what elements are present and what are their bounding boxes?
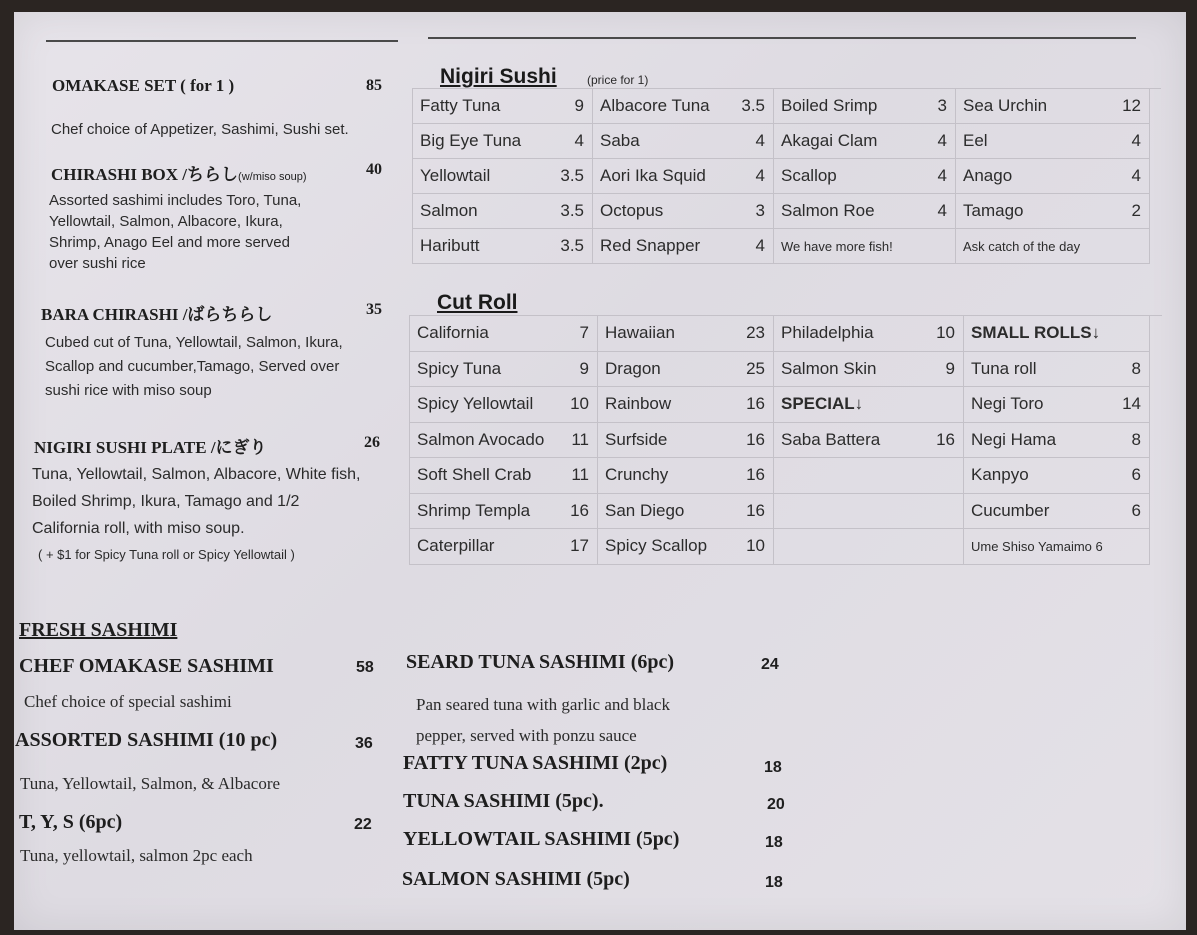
roll-item-name: Spicy Scallop: [605, 536, 708, 556]
roll-item-name: San Diego: [605, 500, 685, 520]
nigiri-cell: [413, 229, 593, 264]
nigiri-item-price: 3: [937, 96, 947, 115]
nigiri-grid: [412, 88, 1161, 264]
roll-item-price: 11: [571, 429, 589, 449]
roll-item-name: Philadelphia: [781, 323, 874, 343]
nigiri-section-title: Nigiri Sushi: [440, 65, 557, 88]
roll-cell: [774, 352, 964, 388]
nigiri-item-name: We have more fish!: [781, 238, 893, 254]
nigiri-plate-price: 26: [364, 434, 380, 451]
nigiri-cell: [956, 159, 1150, 194]
roll-item-name: Kanpyo: [971, 465, 1029, 485]
nigiri-item-price: 12: [1122, 96, 1141, 115]
roll-item-price: 10: [936, 323, 955, 343]
assorted-sashimi-price: 36: [355, 735, 373, 752]
roll-cell: [964, 529, 1150, 565]
tys-sashimi-price: 22: [354, 816, 372, 833]
roll-cell: [598, 352, 774, 388]
nigiri-cell: [774, 229, 956, 264]
nigiri-cell: [413, 89, 593, 124]
nigiri-cell: [956, 89, 1150, 124]
bara-price: 35: [366, 301, 382, 318]
chirashi-desc: [49, 190, 301, 274]
roll-item-price: 16: [746, 500, 765, 520]
roll-item-name: Tuna roll: [971, 358, 1037, 378]
nigiri-item-price: 4: [755, 236, 765, 255]
roll-item-price: 9: [579, 358, 589, 378]
nigiri-item-name: Octopus: [600, 201, 664, 220]
nigiri-item-name: Eel: [963, 131, 988, 150]
roll-cell: [410, 387, 598, 423]
roll-cell: [410, 352, 598, 388]
chirashi-title: [51, 160, 307, 185]
nigiri-cell: [774, 89, 956, 124]
nigiri-item-name: Ask catch of the day: [963, 238, 1081, 254]
roll-item-price: 23: [746, 323, 765, 343]
roll-item-name: Hawaiian: [605, 323, 675, 343]
tuna-sashimi-price: 20: [767, 796, 785, 813]
roll-cell: [598, 529, 774, 565]
roll-cell: [774, 494, 964, 530]
cut-roll-section-title: Cut Roll: [437, 291, 518, 314]
nigiri-item-name: Saba: [600, 131, 640, 150]
roll-item-price: 9: [945, 358, 955, 378]
top-rule-left: [46, 40, 398, 42]
roll-item-name: Surfside: [605, 429, 668, 449]
roll-item-price: 16: [746, 429, 765, 449]
roll-item-name: Negi Hama: [971, 429, 1057, 449]
nigiri-item-price: 4: [1131, 131, 1141, 150]
roll-item-name: Crunchy: [605, 465, 669, 485]
nigiri-item-name: Fatty Tuna: [420, 96, 501, 115]
nigiri-item-name: Haributt: [420, 236, 480, 255]
bara-desc-line: Scallop and cucumber,Tamago, Served over: [45, 358, 340, 375]
bara-desc: [45, 331, 343, 403]
roll-item-price: 16: [746, 465, 765, 485]
cut-roll-grid: [409, 315, 1162, 565]
assorted-sashimi-title: ASSORTED SASHIMI (10 pc): [15, 729, 278, 751]
nigiri-item-name: Tamago: [963, 201, 1024, 220]
seared-tuna-desc-line: Pan seared tuna with garlic and black: [416, 695, 670, 714]
roll-cell: [410, 494, 598, 530]
nigiri-item-price: 2: [1131, 201, 1141, 220]
nigiri-cell: [774, 194, 956, 229]
seared-tuna-price: 24: [761, 656, 779, 673]
roll-item-name: California: [417, 323, 489, 343]
roll-item-name: Ume Shiso Yamaimo 6: [971, 538, 1103, 554]
omakase-price: 85: [366, 77, 382, 94]
sashimi-section-title: FRESH SASHIMI: [19, 619, 178, 641]
nigiri-cell: [593, 159, 774, 194]
nigiri-item-name: Albacore Tuna: [600, 96, 710, 115]
nigiri-cell: [956, 229, 1150, 264]
nigiri-item-name: Yellowtail: [420, 166, 491, 185]
roll-cell: [410, 458, 598, 494]
roll-item-price: 8: [1131, 429, 1141, 449]
roll-cell: [774, 458, 964, 494]
yellowtail-sashimi-title: YELLOWTAIL SASHIMI (5pc): [403, 828, 680, 850]
roll-cell: [410, 316, 598, 352]
roll-item-price: 10: [570, 394, 589, 414]
nigiri-cell: [593, 124, 774, 159]
bara-desc-line: Cubed cut of Tuna, Yellowtail, Salmon, Ikura,: [45, 334, 343, 351]
roll-item-price: 16: [936, 429, 955, 449]
nigiri-cell: [593, 229, 774, 264]
roll-cell: [774, 423, 964, 459]
roll-item-price: 25: [746, 358, 765, 378]
chef-sashimi-desc: Chef choice of special sashimi: [24, 692, 232, 711]
roll-cell: [964, 494, 1150, 530]
nigiri-cell: [774, 124, 956, 159]
chirashi-desc-line: Yellowtail, Salmon, Albacore, Ikura,: [49, 213, 283, 230]
nigiri-plate-desc-line: California roll, with miso soup.: [32, 520, 245, 537]
seared-tuna-title: SEARD TUNA SASHIMI (6pc): [406, 651, 675, 673]
tys-sashimi-title: T, Y, S (6pc): [19, 811, 123, 833]
top-rule-right: [428, 37, 1136, 39]
roll-item-name: SPECIAL↓: [781, 394, 864, 414]
roll-item-price: 6: [1131, 465, 1141, 485]
nigiri-item-name: Salmon Roe: [781, 201, 875, 220]
tuna-sashimi-title: TUNA SASHIMI (5pc).: [403, 790, 604, 812]
roll-item-price: 6: [1131, 500, 1141, 520]
nigiri-cell: [413, 194, 593, 229]
nigiri-item-price: 3.5: [560, 166, 584, 185]
nigiri-item-name: Red Snapper: [600, 236, 701, 255]
nigiri-cell: [956, 194, 1150, 229]
roll-item-name: Rainbow: [605, 394, 672, 414]
nigiri-item-price: 4: [1131, 166, 1141, 185]
roll-cell: [410, 529, 598, 565]
yellowtail-sashimi-price: 18: [765, 834, 783, 851]
roll-item-price: 16: [570, 500, 589, 520]
nigiri-item-name: Aori Ika Squid: [600, 166, 706, 185]
salmon-sashimi-title: SALMON SASHIMI (5pc): [402, 868, 630, 890]
roll-cell: [598, 387, 774, 423]
roll-item-price: 10: [746, 536, 765, 556]
chirashi-note: (w/miso soup): [238, 171, 307, 183]
roll-item-name: Soft Shell Crab: [417, 465, 532, 485]
nigiri-plate-desc-line: Boiled Shrimp, Ikura, Tamago and 1/2: [32, 493, 300, 510]
roll-item-name: Negi Toro: [971, 394, 1044, 414]
roll-cell: [964, 352, 1150, 388]
roll-item-price: 11: [571, 465, 589, 485]
roll-item-price: 8: [1131, 358, 1141, 378]
nigiri-item-price: 3.5: [560, 201, 584, 220]
seared-tuna-desc: [416, 689, 670, 751]
roll-item-name: Shrimp Templa: [417, 500, 531, 520]
omakase-title: OMAKASE SET ( for 1 ): [52, 76, 235, 95]
seared-tuna-desc-line: pepper, served with ponzu sauce: [416, 726, 637, 745]
roll-cell: [774, 316, 964, 352]
nigiri-item-name: Anago: [963, 166, 1013, 185]
nigiri-item-price: 4: [937, 166, 947, 185]
chef-sashimi-price: 58: [356, 659, 374, 676]
bara-desc-line: sushi rice with miso soup: [45, 382, 212, 399]
nigiri-item-name: Scallop: [781, 166, 837, 185]
nigiri-item-price: 3.5: [741, 96, 765, 115]
nigiri-item-price: 4: [755, 166, 765, 185]
roll-item-name: SMALL ROLLS↓: [971, 323, 1101, 343]
chirashi-price: 40: [366, 161, 382, 178]
chef-sashimi-title: CHEF OMAKASE SASHIMI: [19, 655, 274, 677]
roll-item-name: Spicy Yellowtail: [417, 394, 534, 414]
roll-item-price: 17: [570, 536, 589, 556]
fatty-tuna-price: 18: [764, 759, 782, 776]
nigiri-plate-title: NIGIRI SUSHI PLATE /にぎり: [34, 438, 267, 457]
roll-item-name: Salmon Skin: [781, 358, 877, 378]
assorted-sashimi-desc: Tuna, Yellowtail, Salmon, & Albacore: [20, 774, 281, 793]
nigiri-cell: [413, 124, 593, 159]
chirashi-desc-line: over sushi rice: [49, 255, 146, 272]
nigiri-plate-desc-line: Tuna, Yellowtail, Salmon, Albacore, White fish,: [32, 466, 361, 483]
bara-title: BARA CHIRASHI /ばらちらし: [41, 305, 273, 324]
roll-cell: [964, 458, 1150, 494]
nigiri-plate-desc: [32, 461, 360, 542]
nigiri-item-price: 3.5: [560, 236, 584, 255]
roll-cell: [410, 423, 598, 459]
nigiri-plate-note: ( + $1 for Spicy Tuna roll or Spicy Yellowtail ): [38, 547, 295, 562]
roll-item-name: Saba Battera: [781, 429, 881, 449]
roll-item-name: Caterpillar: [417, 536, 495, 556]
salmon-sashimi-price: 18: [765, 874, 783, 891]
nigiri-item-price: 4: [937, 131, 947, 150]
roll-item-name: Dragon: [605, 358, 661, 378]
roll-cell: [774, 387, 964, 423]
roll-item-name: Spicy Tuna: [417, 358, 502, 378]
nigiri-item-price: 3: [755, 201, 765, 220]
nigiri-item-price: 4: [755, 131, 765, 150]
nigiri-item-price: 4: [574, 131, 584, 150]
chirashi-desc-line: Shrimp, Anago Eel and more served: [49, 234, 290, 251]
nigiri-cell: [593, 194, 774, 229]
roll-item-price: 7: [579, 323, 589, 343]
roll-cell: [774, 529, 964, 565]
roll-cell: [598, 494, 774, 530]
roll-item-name: Cucumber: [971, 500, 1050, 520]
omakase-desc: Chef choice of Appetizer, Sashimi, Sushi set.: [51, 121, 349, 138]
roll-cell: [964, 387, 1150, 423]
nigiri-item-name: Boiled Srimp: [781, 96, 878, 115]
nigiri-item-name: Salmon: [420, 201, 478, 220]
nigiri-cell: [593, 89, 774, 124]
roll-cell: [598, 316, 774, 352]
roll-cell: [598, 458, 774, 494]
chirashi-desc-line: Assorted sashimi includes Toro, Tuna,: [49, 192, 302, 209]
nigiri-item-name: Big Eye Tuna: [420, 131, 522, 150]
fatty-tuna-title: FATTY TUNA SASHIMI (2pc): [403, 752, 668, 774]
roll-cell: [598, 423, 774, 459]
roll-item-price: 16: [746, 394, 765, 414]
chirashi-title-text: CHIRASHI BOX /ちらし: [51, 165, 239, 184]
nigiri-cell: [413, 159, 593, 194]
nigiri-item-name: Sea Urchin: [963, 96, 1048, 115]
tys-sashimi-desc: Tuna, yellowtail, salmon 2pc each: [20, 846, 253, 865]
roll-item-price: 14: [1122, 394, 1141, 414]
roll-cell: [964, 316, 1150, 352]
roll-cell: [964, 423, 1150, 459]
nigiri-item-price: 4: [937, 201, 947, 220]
nigiri-item-name: Akagai Clam: [781, 131, 878, 150]
nigiri-section-subtitle: (price for 1): [587, 73, 649, 87]
nigiri-item-price: 9: [574, 96, 584, 115]
nigiri-cell: [956, 124, 1150, 159]
nigiri-cell: [774, 159, 956, 194]
roll-item-name: Salmon Avocado: [417, 429, 545, 449]
